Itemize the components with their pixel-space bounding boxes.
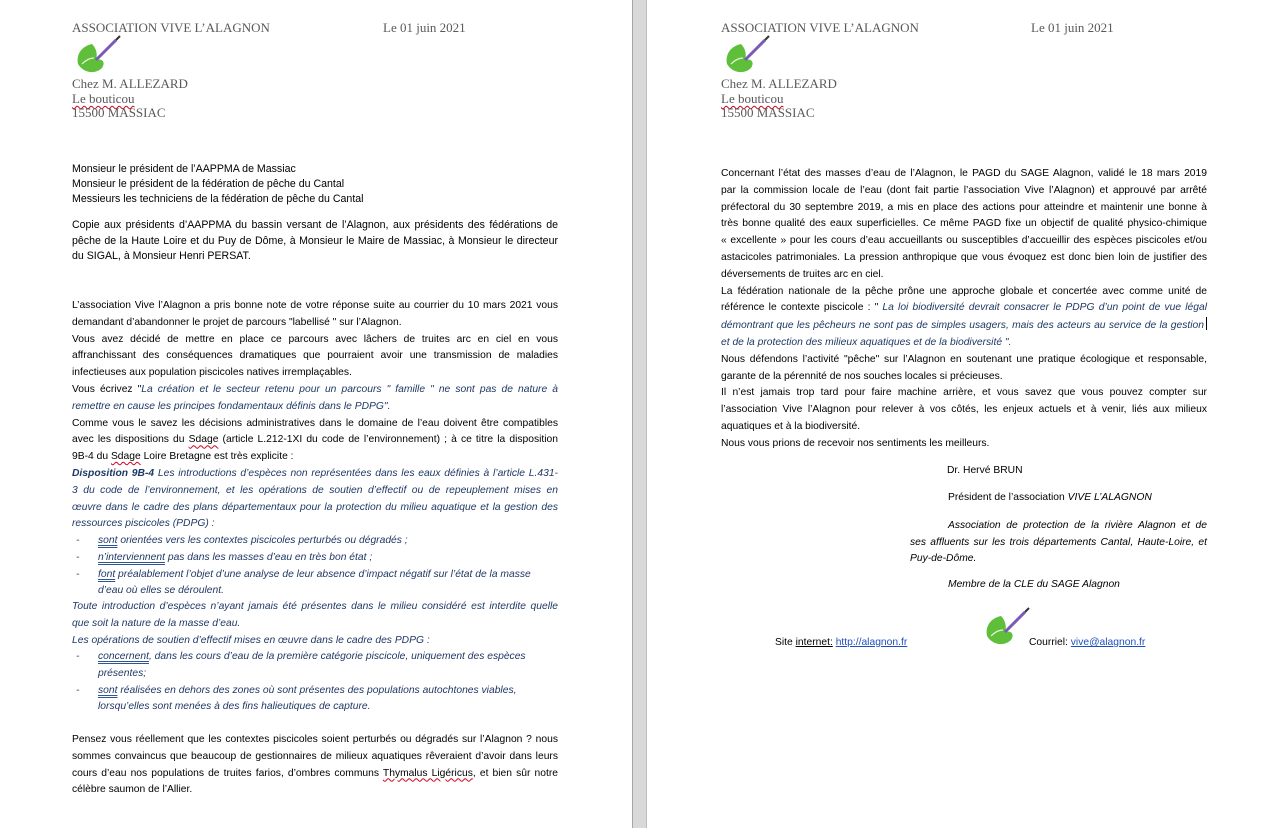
para2-line: Vous avez décidé de mettre en place ce parcours avec lâchers de truites arc en ciel en vous bbox=[72, 333, 558, 345]
para4-line: Pensez vous réellement que les contextes piscicoles soient perturbés ou dégradés sur l’Alagnon ? nous bbox=[72, 734, 558, 745]
association-logo-icon bbox=[721, 34, 773, 76]
para2-quote-line: et de la protection des milieux aquatiques et de la biodiversité ". bbox=[721, 336, 1012, 348]
para3-line: 9B-4 du Sdage Loire Bretagne est très explicite : bbox=[72, 451, 294, 463]
para2-line: La fédération nationale de la pêche prône une approche globale et concertée avec comme unité de bbox=[721, 285, 1207, 297]
quote-line: remettre en cause les principes fondamentaux définis dans le PDPG". bbox=[72, 400, 391, 412]
para3-line: avec les dispositions du Sdage (article L.212-1XI du code de l’environnement) ; à ce titre la disposition bbox=[72, 434, 558, 446]
recipient-line: Monsieur le président de l’AAPPMA de Massiac bbox=[72, 163, 296, 175]
site-link[interactable]: http://alagnon.fr bbox=[835, 637, 908, 648]
list-item-continuation: d’eau où elles se déroulent. bbox=[98, 585, 224, 597]
address-line-1: Chez M. ALLEZARD bbox=[72, 76, 188, 91]
recipient-line: Monsieur le président de la fédération de pêche du Cantal bbox=[72, 178, 345, 190]
address-line-1: Chez M. ALLEZARD bbox=[721, 76, 837, 91]
para4-line: cours d’eau nos populations de truites farios, d’ombres communs Thymalus Ligéricus, et bien sûr notre bbox=[72, 767, 558, 779]
list-item: - concernent, dans les cours d’eau de la première catégorie piscicole, uniquement des espèces bbox=[76, 651, 526, 662]
intro-line: que soit la nature de la masse d’eau. bbox=[72, 617, 241, 629]
site-footer: Site internet: http://alagnon.fr bbox=[775, 637, 908, 648]
page-gutter bbox=[632, 0, 647, 828]
para1-line: très bonne qualité des eaux superficielles. Ce même PAGD fixe un objectif de qualité physico-chimique bbox=[721, 218, 1207, 230]
closing-line: Nous vous prions de recevoir nos sentiments les meilleurs. bbox=[721, 437, 990, 449]
para2-line: affranchissant des conséquences dramatiques que pourraient avoir une transmission de maladies bbox=[72, 350, 558, 362]
ops-line: Les opérations de soutien d’effectif mises en œuvre dans le cadre des PDPG : bbox=[72, 634, 430, 646]
association-description: Association de protection de la rivière Alagnon et de ses affluents sur les trois départements Cantal, Haute-Loire, et Puy-de-Dôme. bbox=[910, 520, 1207, 564]
para2-line: référence le contexte piscicole : " La loi biodiversité devrait consacrer le PDPG d’un point de vue légal bbox=[721, 302, 1207, 314]
association-logo-icon bbox=[72, 34, 124, 76]
para1-line: déversements de truites arc en ciel. bbox=[721, 268, 884, 280]
para4-line: aquatiques et à la biodiversité. bbox=[721, 420, 861, 432]
para2-quote-line: démontrant que les pêcheurs ne sont pas de simples usagers, mais des acteurs au service de la gestion bbox=[721, 317, 1207, 335]
mail-footer: Courriel: vive@alagnon.fr bbox=[1029, 637, 1146, 648]
disposition-line: 3 du code de l’environnement, et les opérations de soutien d’effectif ou de repeuplement mises en bbox=[72, 484, 558, 496]
list-item-continuation: lorsqu’elles sont menées à des fins halieutiques de capture. bbox=[98, 701, 371, 713]
body-left bbox=[72, 298, 558, 533]
recipients-block bbox=[72, 162, 558, 207]
list-item: - sont réalisées en dehors des zones où sont présentes des populations autochtones viables, bbox=[76, 684, 517, 696]
para1-line: demandant d’abandonner le projet de parcours "labellisé " sur l’Alagnon. bbox=[72, 316, 402, 328]
letter-date: Le 01 juin 2021 bbox=[383, 20, 466, 35]
copy-line: pêche de la Haute Loire et du Puy de Dôme, à Monsieur le Maire de Massiac, à Monsieur le directeur bbox=[72, 234, 558, 247]
list-item: - font préalablement l’objet d’une analyse de leur absence d’impact négatif sur l’état de la masse bbox=[76, 568, 531, 580]
copy-line: du SIGAL, à Monsieur Henri PERSAT. bbox=[72, 250, 251, 262]
address-line-2: Le bouticou bbox=[72, 91, 135, 106]
para4-line: Il n’est jamais trop tard pour faire machine arrière, et vous savez que vous pouvez compter sur bbox=[721, 387, 1207, 399]
disposition-line: œuvre dans le cadre des plans départementaux pour la protection du milieu aquatique et la gestion des bbox=[72, 501, 558, 513]
para1-line: Concernant l’état des masses d’eau de l’Alagnon, le PAGD du SAGE Alagnon, validé le 18 mars 2019 bbox=[721, 168, 1207, 179]
signature-role: Président de l’association VIVE L’ALAGNON bbox=[948, 492, 1152, 503]
bullet-list-1 bbox=[76, 533, 558, 600]
para1-line: « excellente » pour les cours d’eau accueillants ou susceptibles d’accueillir des espèces piscicoles et/ou bbox=[721, 235, 1207, 247]
para3-line: garante de la pérennité de nos souches locales si précieuses. bbox=[721, 370, 1003, 382]
bullet-list-2 bbox=[76, 649, 558, 716]
para4-line: l’association Vive l’Alagnon pour relever à vos côtés, les enjeux actuels et à venir, liés aux milieux bbox=[721, 404, 1207, 416]
intro-line: Toute introduction d’espèces n’ayant jamais été présentes dans le milieu considéré est interdite quelle bbox=[72, 601, 558, 612]
quote-line: Vous écrivez "La création et le secteur retenu pour un parcours " famille " ne sont pas de nature à bbox=[72, 383, 558, 395]
list-item-continuation: présentes; bbox=[98, 667, 147, 679]
address-line-2: Le bouticou bbox=[721, 91, 784, 106]
para3-line: Comme vous le savez les décisions administratives dans le domaine de l’eau doivent être compatibles bbox=[72, 417, 558, 429]
para2-line: infectieuses aux population piscicoles natives irremplaçables. bbox=[72, 367, 352, 379]
cle-membership: Membre de la CLE du SAGE Alagnon bbox=[948, 579, 1120, 590]
para4-block bbox=[72, 732, 558, 799]
para1-line: L’association Vive l’Alagnon a pris bonne note de votre réponse suite au courrier du 10 mars 2021 vous bbox=[72, 300, 558, 311]
association-logo-icon bbox=[981, 606, 1033, 648]
list-item: - sont orientées vers les contextes piscicoles perturbés ou dégradés ; bbox=[76, 535, 408, 546]
introduction-block bbox=[72, 599, 558, 649]
list-item: - n’interviennent pas dans les masses d’eau en très bon état ; bbox=[76, 551, 373, 563]
text-cursor bbox=[1206, 317, 1207, 330]
signature-name: Dr. Hervé BRUN bbox=[947, 465, 1023, 476]
para1-line: par la commission locale de l’eau (dont fait partie l’association Vive l’Alagnon) et approuvé par arrêté bbox=[721, 184, 1207, 196]
copy-line: Copie aux présidents d’AAPPMA du bassin versant de l’Alagnon, aux présidents des fédérations de bbox=[72, 219, 558, 231]
document-page-left[interactable] bbox=[0, 0, 632, 828]
association-header: ASSOCIATION VIVE L’ALAGNON bbox=[721, 20, 919, 35]
body-right bbox=[721, 166, 1207, 453]
para1-line: astacicoles patrimoniales. La pression anthropique que vous évoquez est donc bien loin de justifier des bbox=[721, 251, 1207, 263]
copy-block bbox=[72, 218, 558, 265]
para1-line: préfectoral du 30 septembre 2019, a mis en place des actions pour atteindre et maintenir une bonne à bbox=[721, 201, 1207, 213]
para4-line: sommes convaincus que beaucoup de gestionnaires de milieux aquatiques rêveraient d’avoir dans leurs bbox=[72, 750, 558, 762]
disposition-line: Disposition 9B-4 Les introductions d’espèces non représentées dans les eaux définies à l’article L.431- bbox=[72, 467, 558, 479]
address-line-3: 15500 MASSIAC bbox=[721, 105, 815, 120]
para3-line: Nous défendons l’activité "pêche" sur l’Alagnon en soutenant une pratique écologique et responsable, bbox=[721, 353, 1207, 365]
letter-date: Le 01 juin 2021 bbox=[1031, 20, 1114, 35]
disposition-line: ressources piscicoles (PDPG) : bbox=[72, 518, 215, 530]
recipient-line: Messieurs les techniciens de la fédération de pêche du Cantal bbox=[72, 193, 364, 205]
address-line-3: 15500 MASSIAC bbox=[72, 105, 166, 120]
document-page-right[interactable] bbox=[647, 0, 1273, 828]
para4-line: célèbre saumon de l’Allier. bbox=[72, 784, 193, 796]
association-header: ASSOCIATION VIVE L’ALAGNON bbox=[72, 20, 270, 35]
mail-link[interactable]: vive@alagnon.fr bbox=[1070, 637, 1146, 648]
